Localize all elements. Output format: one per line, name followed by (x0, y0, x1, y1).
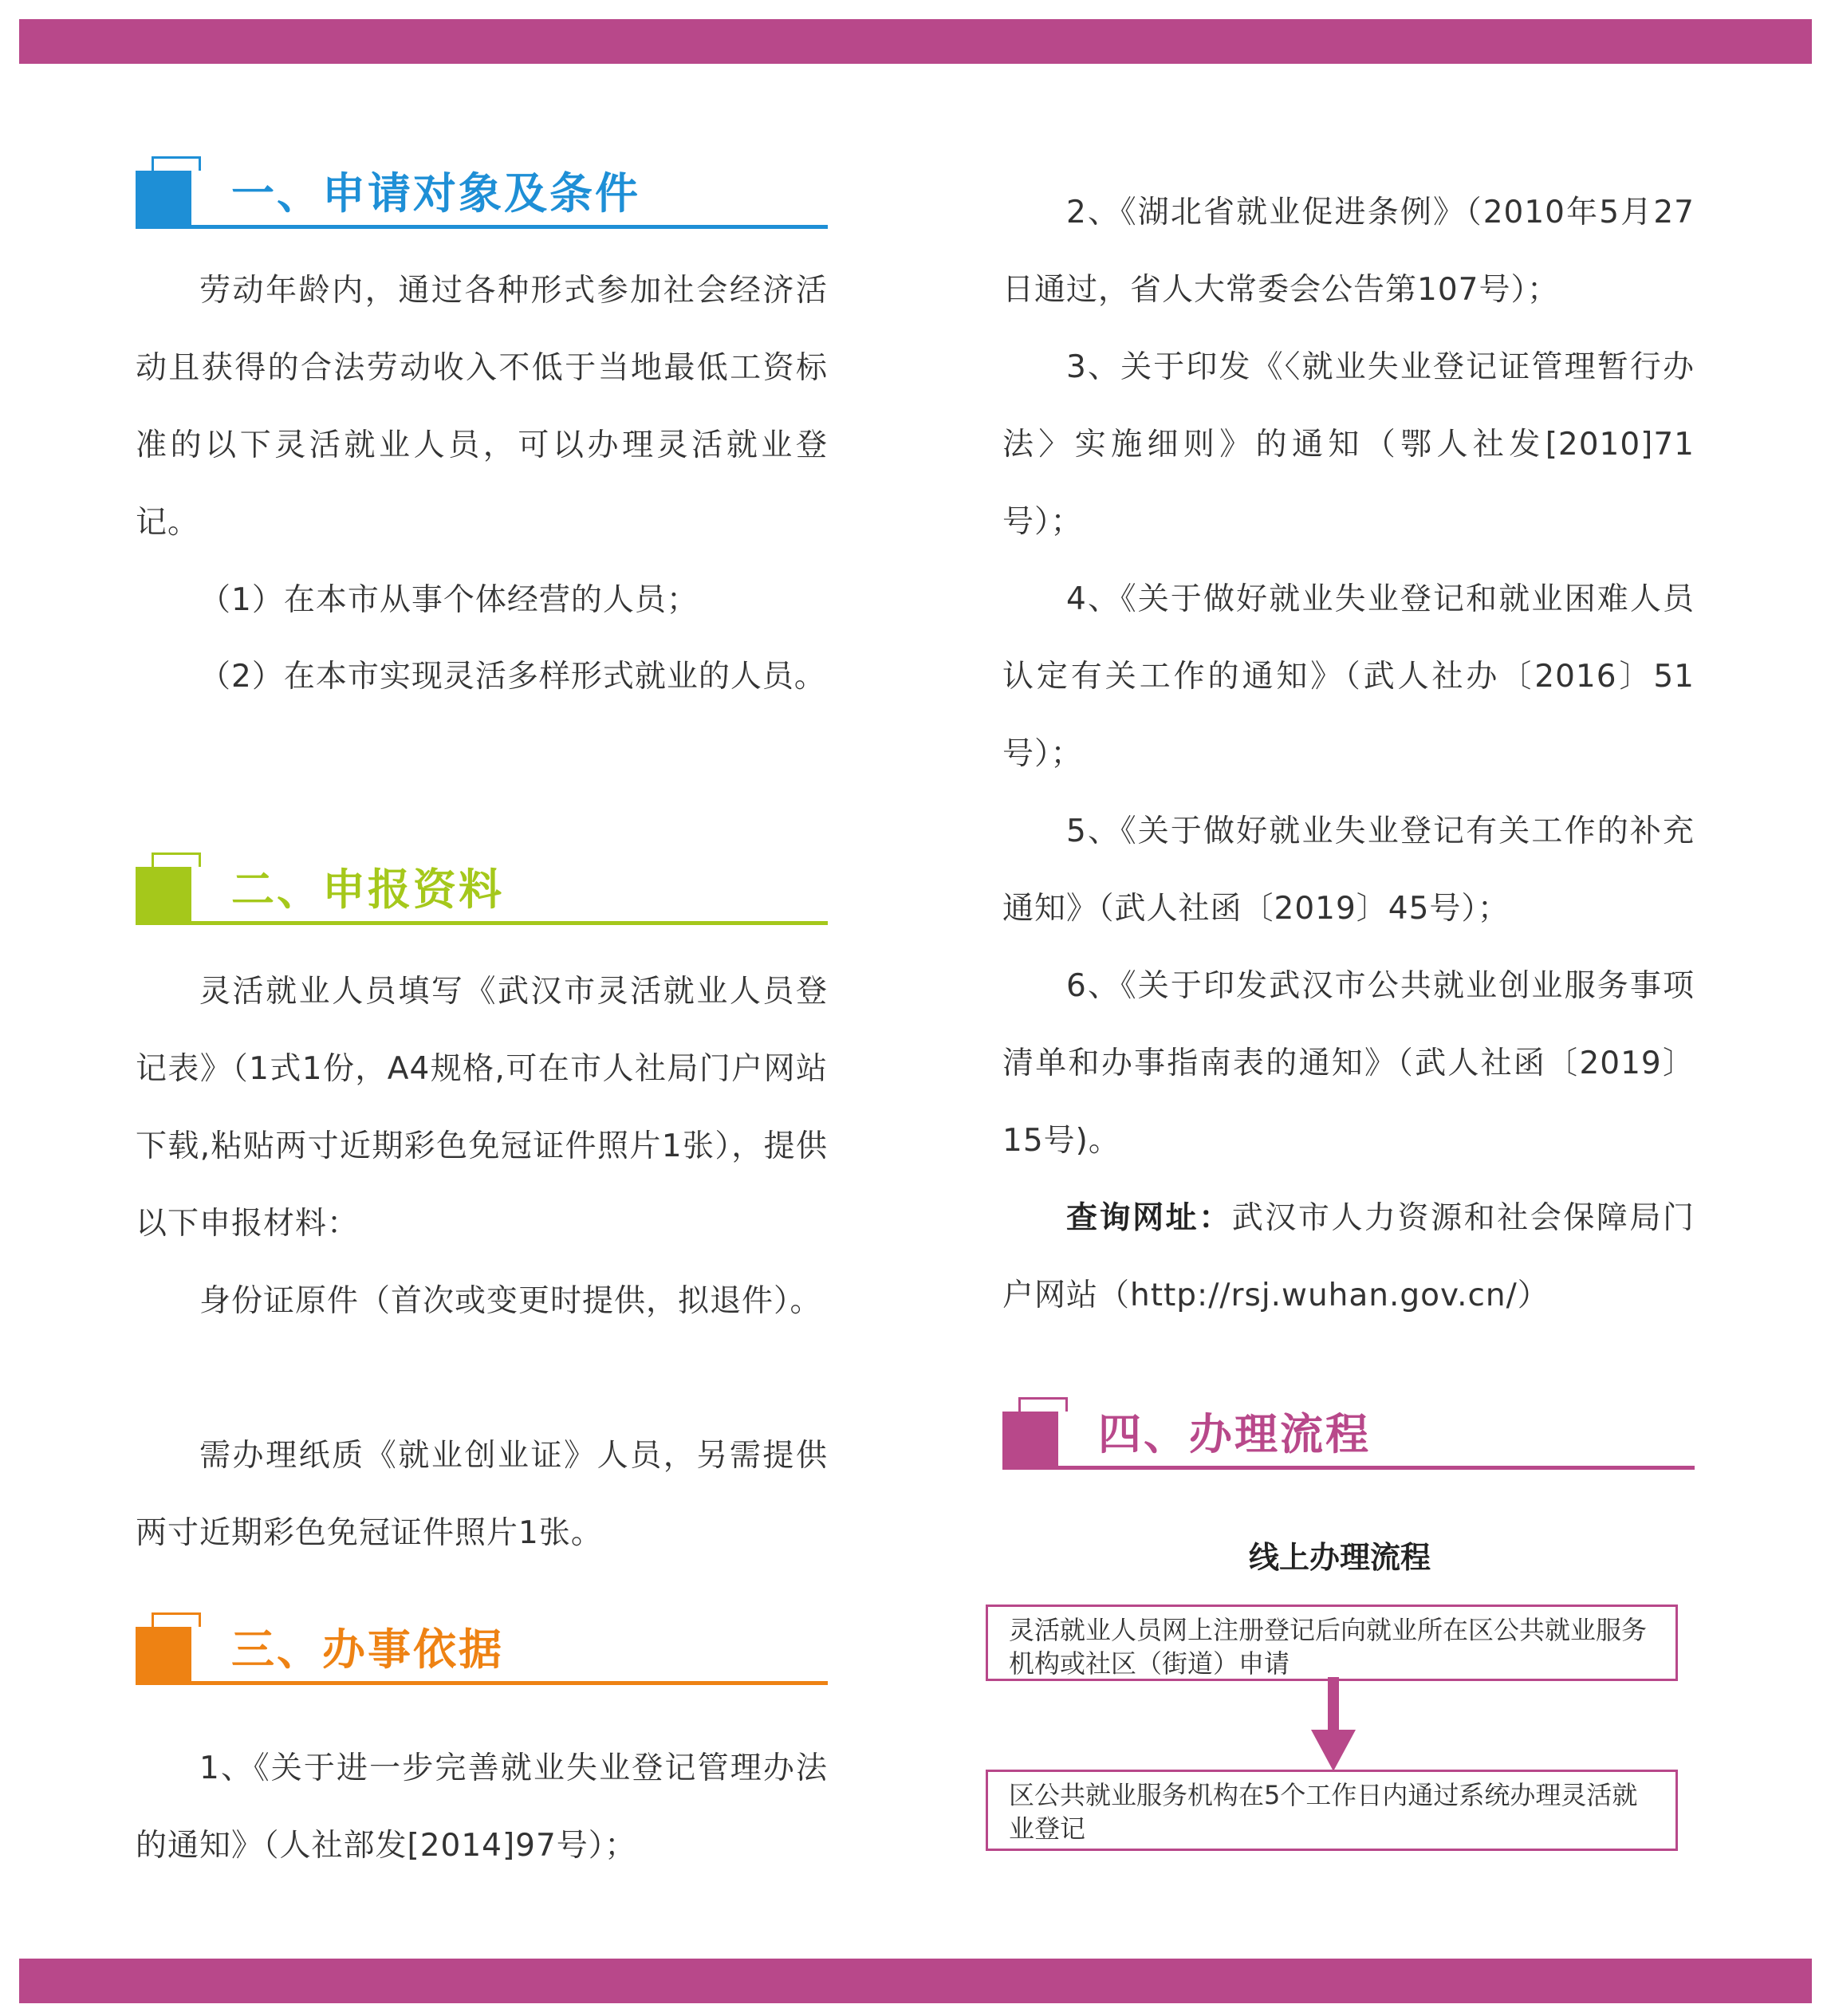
section-3-filled-square-icon (136, 1627, 191, 1683)
section-4-header (1002, 1397, 1695, 1474)
bottom-decorative-band (19, 1959, 1812, 2003)
section-3-title: 三、办事依据 (231, 1624, 504, 1675)
section-2-paragraph-1: 灵活就业人员填写《武汉市灵活就业人员登记表》（1式1份，A4规格,可在市人社局门户网站下载,粘贴两寸近期彩色免冠证件照片1张），提供以下申报材料： (136, 974, 828, 1242)
section-1-title: 一、申请对象及条件 (231, 168, 640, 219)
section-3-rule (136, 1681, 828, 1685)
basis-item-5: 5、《关于做好就业失业登记有关工作的补充通知》（武人社函〔2019〕45号）； (1002, 813, 1695, 927)
section-1-paragraph-3: （2）在本市实现灵活多样形式就业的人员。 (199, 659, 826, 695)
basis-item-1: 1、《关于进一步完善就业失业登记管理办法的通知》（人社部发[2014]97号）； (136, 1750, 828, 1864)
section-4-filled-square-icon (1002, 1412, 1058, 1467)
section-2-paragraph-2: 身份证原件（首次或变更时提供，拟退件）。 (199, 1283, 822, 1319)
section-3-header (136, 1612, 828, 1689)
down-arrow-icon (1309, 1677, 1357, 1771)
flow-step-1: 灵活就业人员网上注册登记后向就业所在区公共就业服务机构或社区（街道）申请 (986, 1605, 1678, 1681)
query-website (1002, 1179, 1695, 1334)
section-2-title: 二、申报资料 (231, 864, 504, 915)
top-decorative-band (19, 19, 1812, 64)
section-2-header (136, 852, 828, 929)
section-1-filled-square-icon (136, 171, 191, 226)
section-1-paragraph-2: （1）在本市从事个体经营的人员； (199, 582, 699, 618)
basis-item-3: 3、关于印发《〈就业失业登记证管理暂行办法〉实施细则》的通知（鄂人社发[2010]71号）； (1002, 349, 1695, 540)
basis-item-6: 6、《关于印发武汉市公共就业创业服务事项清单和办事指南表的通知》（武人社函〔2019〕15号)。 (1002, 968, 1695, 1159)
section-2-paragraph-3: 需办理纸质《就业创业证》人员，另需提供两寸近期彩色免冠证件照片1张。 (136, 1438, 828, 1551)
basis-item-4: 4、《关于做好就业失业登记和就业困难人员认定有关工作的通知》（武人社办〔2016〕51号）； (1002, 581, 1695, 772)
section-2-filled-square-icon (136, 867, 191, 923)
flow-title: 线上办理流程 (1248, 1540, 1431, 1575)
section-4-title: 四、办理流程 (1098, 1409, 1371, 1459)
basis-item-2: 2、《湖北省就业促进条例》（2010年5月27日通过，省人大常委会公告第107号）； (1002, 195, 1695, 308)
section-1-rule (136, 225, 828, 229)
section-4-rule (1002, 1466, 1695, 1470)
section-1-header (136, 156, 828, 233)
query-website-text: 武汉市人力资源和社会保障局门户网站（http://rsj.wuhan.gov.cn/） (1002, 1200, 1695, 1313)
section-1-paragraph-1: 劳动年龄内，通过各种形式参加社会经济活动且获得的合法劳动收入不低于当地最低工资标准的以下灵活就业人员，可以办理灵活就业登记。 (136, 273, 828, 541)
query-website-label: 查询网址： (1066, 1200, 1232, 1236)
flow-step-2: 区公共就业服务机构在5个工作日内通过系统办理灵活就业登记 (986, 1770, 1678, 1851)
section-2-rule (136, 921, 828, 925)
